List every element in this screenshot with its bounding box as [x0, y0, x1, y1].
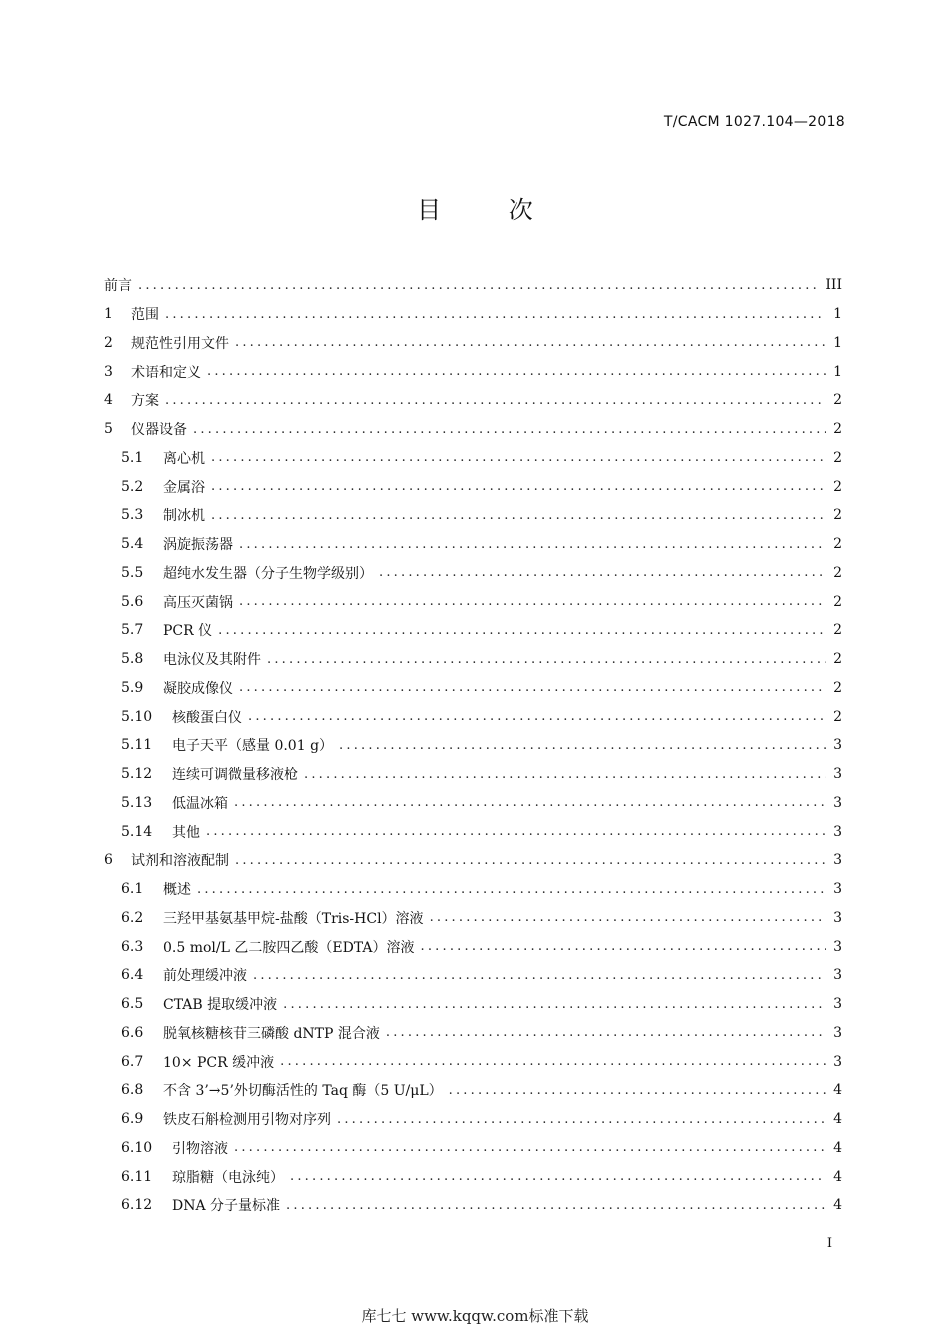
toc-entry-number: 5.13	[121, 794, 153, 811]
toc-entry-page: III	[825, 277, 842, 294]
dot-leader	[234, 1140, 826, 1155]
dot-leader	[206, 824, 826, 839]
toc-entry-page: 3	[833, 996, 842, 1013]
dot-leader	[207, 364, 826, 379]
toc-entry[interactable]	[104, 961, 842, 990]
toc-entry[interactable]	[104, 271, 842, 300]
toc-entry-number: 6.1	[121, 881, 144, 898]
dot-leader	[248, 709, 826, 724]
dot-leader	[239, 594, 826, 609]
toc-entry[interactable]	[104, 1019, 842, 1048]
toc-entry[interactable]	[104, 875, 842, 904]
toc-entry[interactable]	[104, 645, 842, 674]
toc-entry-label: 电子天平（感量 0.01 g）	[172, 738, 334, 755]
toc-entry[interactable]	[104, 444, 842, 473]
toc-entry-number: 5.3	[121, 507, 144, 524]
toc-entry-page: 4	[833, 1197, 842, 1214]
toc-entry[interactable]	[104, 674, 842, 703]
toc-entry-page: 2	[833, 449, 842, 466]
toc-entry-label: 前处理缓冲液	[163, 968, 247, 985]
dot-leader	[283, 997, 826, 1012]
dot-leader	[234, 795, 826, 810]
dot-leader	[304, 767, 826, 782]
toc-entry[interactable]	[104, 587, 842, 616]
toc-entry[interactable]	[104, 1076, 842, 1105]
dot-leader	[165, 307, 826, 322]
toc-entry-number: 5.10	[121, 708, 153, 725]
toc-entry-label: 超纯水发生器（分子生物学级别）	[163, 565, 373, 582]
toc-entry-label: 术语和定义	[131, 364, 201, 381]
toc-entry-label: 规范性引用文件	[131, 335, 229, 352]
watermark-text: 库七七 www.kqqw.com标准下载	[361, 1307, 589, 1325]
dot-leader	[386, 1025, 826, 1040]
page-title: 目 次	[417, 196, 563, 224]
toc-entry-page: 2	[833, 622, 842, 639]
toc-entry[interactable]	[104, 702, 842, 731]
toc-entry-number: 6.7	[121, 1053, 144, 1070]
toc-entry-label: 连续可调微量移液枪	[172, 767, 298, 784]
toc-entry[interactable]	[104, 904, 842, 933]
toc-entry-number: 6.9	[121, 1111, 144, 1128]
toc-entry-page: 1	[833, 306, 842, 323]
toc-entry[interactable]	[104, 300, 842, 329]
toc-entry-page: 3	[833, 794, 842, 811]
toc-entry-page: 2	[833, 564, 842, 581]
toc-entry[interactable]	[104, 760, 842, 789]
toc-entry[interactable]	[104, 616, 842, 645]
toc-entry-page: 4	[833, 1111, 842, 1128]
toc-entry[interactable]	[104, 501, 842, 530]
toc-entry-number: 6.4	[121, 967, 144, 984]
toc-entry-label: 方案	[131, 393, 159, 410]
dot-leader	[211, 479, 826, 494]
dot-leader	[239, 537, 826, 552]
toc-entry-number: 5.2	[121, 478, 144, 495]
toc-entry-label: 制冰机	[163, 508, 205, 525]
dot-leader	[239, 680, 826, 695]
toc-entry-label: 电泳仪及其附件	[163, 652, 261, 669]
toc-entry-number: 5.14	[121, 823, 153, 840]
toc-entry[interactable]	[104, 817, 842, 846]
toc-entry-label: 凝胶成像仪	[163, 680, 233, 697]
dot-leader	[379, 565, 826, 580]
dot-leader	[267, 652, 826, 667]
toc-entry-page: 2	[833, 478, 842, 495]
toc-entry[interactable]	[104, 1191, 842, 1220]
toc-entry-page: 4	[833, 1139, 842, 1156]
toc-entry-label: 前言	[104, 278, 132, 295]
toc-entry-page: 2	[833, 708, 842, 725]
toc-entry-label: 10× PCR 缓冲液	[163, 1054, 275, 1071]
toc-entry-number: 5.6	[121, 593, 144, 610]
toc-entry-number: 6.11	[121, 1168, 153, 1185]
dot-leader	[193, 422, 826, 437]
toc-entry-number: 5.4	[121, 536, 144, 553]
toc-entry-label: 范围	[131, 307, 159, 324]
toc-entry-page: 3	[833, 823, 842, 840]
toc-entry-page: 3	[833, 1024, 842, 1041]
toc-entry-label: 核酸蛋白仪	[172, 709, 242, 726]
toc-entry-number: 2	[104, 334, 113, 351]
dot-leader	[339, 738, 826, 753]
toc-entry[interactable]	[104, 530, 842, 559]
toc-entry-page: 2	[833, 421, 842, 438]
dot-leader	[211, 450, 826, 465]
toc-entry-label: 不含 3’→5’外切酶活性的 Taq 酶（5 U/μL）	[163, 1083, 443, 1100]
toc-entry[interactable]	[104, 415, 842, 444]
toc-entry[interactable]	[104, 357, 842, 386]
toc-entry-label: DNA 分子量标准	[172, 1198, 281, 1215]
toc-entry[interactable]	[104, 386, 842, 415]
toc-entry-number: 5.9	[121, 679, 144, 696]
toc-entry-page: 2	[833, 679, 842, 696]
dot-leader	[449, 1083, 826, 1098]
dot-leader	[421, 939, 827, 954]
toc-entry-label: 铁皮石斛检测用引物对序列	[163, 1112, 331, 1129]
toc-entry-label: PCR 仪	[163, 623, 213, 640]
toc-entry[interactable]	[104, 559, 842, 588]
toc-entry-page: 3	[833, 881, 842, 898]
toc-entry-label: 离心机	[163, 450, 205, 467]
dot-leader	[235, 335, 826, 350]
toc-entry[interactable]	[104, 990, 842, 1019]
toc-entry-label: 概述	[163, 882, 191, 899]
toc-entry-label: 金属浴	[163, 479, 205, 496]
dot-leader	[211, 508, 826, 523]
dot-leader	[290, 1169, 826, 1184]
toc-entry[interactable]	[104, 1105, 842, 1134]
toc-entry-number: 5.12	[121, 766, 153, 783]
toc-entry-number: 5.11	[121, 737, 153, 754]
toc-entry-page: 3	[833, 852, 842, 869]
standard-code: T/CACM 1027.104—2018	[663, 114, 845, 130]
toc-entry-number: 5.1	[121, 449, 144, 466]
toc-entry-number: 6.3	[121, 938, 144, 955]
toc-entry-number: 5.7	[121, 622, 144, 639]
dot-leader	[235, 853, 826, 868]
dot-leader	[197, 882, 826, 897]
toc-entry[interactable]	[104, 472, 842, 501]
toc-entry-label: 三羟甲基氨基甲烷-盐酸（Tris-HCl）溶液	[163, 910, 424, 927]
toc-entry-number: 6.5	[121, 996, 144, 1013]
toc-entry[interactable]	[104, 329, 842, 358]
toc-entry-label: 高压灭菌锅	[163, 594, 233, 611]
toc-entry-page: 2	[833, 651, 842, 668]
dot-leader	[253, 968, 826, 983]
toc-entry-page: 2	[833, 536, 842, 553]
page-folio: I	[826, 1236, 832, 1251]
toc-entry-number: 6.8	[121, 1082, 144, 1099]
toc-entry-label: 低温冰箱	[172, 795, 228, 812]
toc-entry-page: 1	[833, 334, 842, 351]
toc-entry-number: 4	[104, 392, 113, 409]
table-of-contents	[104, 271, 842, 1220]
toc-entry-number: 3	[104, 363, 113, 380]
dot-leader	[138, 278, 819, 293]
dot-leader	[165, 393, 826, 408]
toc-entry-label: 脱氧核糖核苷三磷酸 dNTP 混合液	[163, 1025, 380, 1042]
toc-entry-label: 引物溶液	[172, 1140, 228, 1157]
toc-entry-page: 3	[833, 1053, 842, 1070]
dot-leader	[280, 1054, 826, 1069]
dot-leader	[218, 623, 826, 638]
toc-entry[interactable]	[104, 731, 842, 760]
toc-entry-label: 琼脂糖（电泳纯）	[172, 1169, 284, 1186]
toc-entry-number: 6.6	[121, 1024, 144, 1041]
toc-entry-label: 其他	[172, 824, 200, 841]
toc-entry-page: 2	[833, 507, 842, 524]
toc-entry-label: 0.5 mol/L 乙二胺四乙酸（EDTA）溶液	[163, 939, 415, 956]
toc-entry-number: 6	[104, 852, 113, 869]
toc-entry-page: 3	[833, 766, 842, 783]
toc-entry-page: 3	[833, 967, 842, 984]
toc-entry-page: 2	[833, 593, 842, 610]
toc-entry-label: 仪器设备	[131, 422, 187, 439]
toc-entry-number: 5.5	[121, 564, 144, 581]
toc-entry-page: 1	[833, 363, 842, 380]
dot-leader	[337, 1112, 826, 1127]
toc-entry[interactable]	[104, 932, 842, 961]
toc-entry-page: 3	[833, 737, 842, 754]
toc-entry-number: 6.10	[121, 1139, 153, 1156]
toc-entry-page: 4	[833, 1168, 842, 1185]
toc-entry[interactable]	[104, 789, 842, 818]
toc-entry[interactable]	[104, 1134, 842, 1163]
toc-entry-number: 6.12	[121, 1197, 153, 1214]
toc-entry-label: 试剂和溶液配制	[131, 853, 229, 870]
toc-entry[interactable]	[104, 1162, 842, 1191]
toc-entry-page: 3	[833, 938, 842, 955]
dot-leader	[286, 1198, 826, 1213]
toc-entry-number: 5.8	[121, 651, 144, 668]
toc-entry[interactable]	[104, 1047, 842, 1076]
toc-entry-page: 4	[833, 1082, 842, 1099]
toc-entry-number: 1	[104, 306, 113, 323]
toc-entry-label: 涡旋振荡器	[163, 537, 233, 554]
toc-entry-label: CTAB 提取缓冲液	[163, 997, 278, 1014]
dot-leader	[430, 910, 826, 925]
toc-entry[interactable]	[104, 846, 842, 875]
toc-entry-number: 6.2	[121, 909, 144, 926]
toc-entry-number: 5	[104, 421, 113, 438]
toc-entry-page: 3	[833, 909, 842, 926]
toc-entry-page: 2	[833, 392, 842, 409]
